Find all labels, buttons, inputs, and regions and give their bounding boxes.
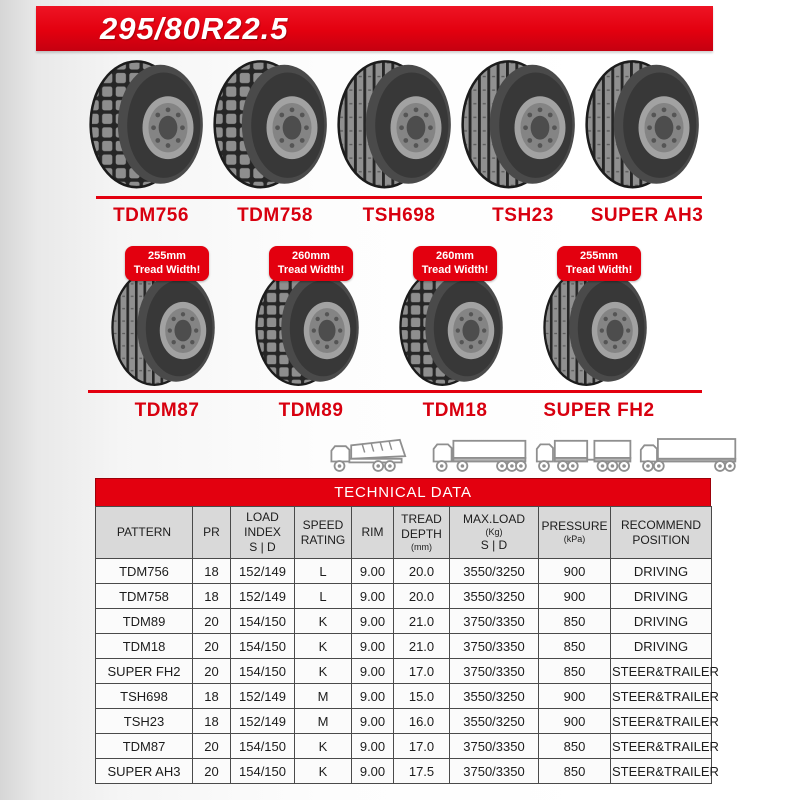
table-cell: L [295, 559, 352, 584]
tire-photo-tdm756 [87, 58, 215, 194]
table-cell: 152/149 [231, 684, 295, 709]
tire-photo-tsh23 [459, 58, 587, 194]
table-cell: 850 [539, 734, 611, 759]
table-cell: 9.00 [352, 684, 394, 709]
table-cell: 18 [193, 684, 231, 709]
table-cell: SUPER AH3 [96, 759, 193, 784]
table-cell: 20.0 [394, 559, 450, 584]
tire-model-label: TDM89 [278, 399, 344, 421]
badge-width-caption: Tread Width! [277, 264, 345, 277]
table-cell: STEER&TRAILER [611, 684, 712, 709]
badge-width-caption: Tread Width! [133, 264, 201, 277]
table-cell: TDM756 [96, 559, 193, 584]
table-cell: 20 [193, 759, 231, 784]
table-row-tdm87 [96, 734, 712, 759]
table-cell: 21.0 [394, 634, 450, 659]
table-cell: STEER&TRAILER [611, 734, 712, 759]
tire-card-tsh23 [464, 58, 582, 227]
red-divider-top [96, 196, 702, 199]
badge-width-value: 260mm [292, 250, 330, 262]
tread-width-badge [557, 246, 642, 281]
table-body [96, 559, 719, 784]
table-cell: 154/150 [231, 734, 295, 759]
column-header-2: LOAD INDEX S | D [231, 507, 295, 559]
table-cell: 20 [193, 734, 231, 759]
technical-data-title: TECHNICAL DATA [95, 478, 711, 506]
tire-model-label: TSH23 [492, 205, 554, 226]
red-divider-bottom [88, 390, 702, 393]
table-cell: 18 [193, 559, 231, 584]
table-cell: 9.00 [352, 559, 394, 584]
tire-model-label: SUPER FH2 [543, 399, 655, 421]
truck-icons-row [326, 429, 738, 475]
tire-model-label: SUPER AH3 [590, 205, 704, 226]
semi-trailer-truck-icon [639, 430, 738, 475]
table-cell: M [295, 684, 352, 709]
table-cell: 3550/3250 [450, 584, 539, 609]
badge-width-caption: Tread Width! [421, 264, 489, 277]
table-cell: 17.5 [394, 759, 450, 784]
table-header-row [96, 507, 712, 559]
table-row-tdm758 [96, 584, 712, 609]
table-cell: STEER&TRAILER [611, 659, 712, 684]
table-cell: 9.00 [352, 609, 394, 634]
table-cell: 154/150 [231, 634, 295, 659]
table-cell: TSH23 [96, 709, 193, 734]
table-cell: 20 [193, 659, 231, 684]
table-cell: 9.00 [352, 584, 394, 609]
table-cell: 9.00 [352, 659, 394, 684]
table-cell: K [295, 659, 352, 684]
table-cell: DRIVING [611, 559, 712, 584]
tire-card-tdm758 [216, 58, 334, 227]
tire-photo-super-ah3 [583, 58, 711, 194]
dump-truck-icon [326, 430, 425, 475]
table-cell: 3750/3350 [450, 759, 539, 784]
tire-card-super-fh2 [532, 246, 666, 422]
table-cell: DRIVING [611, 609, 712, 634]
table-cell: DRIVING [611, 634, 712, 659]
table-cell: 3750/3350 [450, 659, 539, 684]
column-header-7: PRESSURE (kPa) [539, 507, 611, 559]
tire-photo-tdm87 [109, 267, 226, 391]
tire-row-1 [92, 58, 706, 227]
table-cell: M [295, 709, 352, 734]
tire-card-tdm756 [92, 58, 210, 227]
tire-card-tdm89 [244, 246, 378, 422]
table-cell: 850 [539, 659, 611, 684]
column-header-8: RECOMMEND POSITION [611, 507, 712, 559]
tire-model-label: TDM87 [134, 399, 200, 421]
table-cell: 21.0 [394, 609, 450, 634]
table-row-tdm756 [96, 559, 712, 584]
table-cell: DRIVING [611, 584, 712, 609]
tire-model-label: TDM756 [113, 205, 189, 226]
tread-width-badge [413, 246, 498, 281]
tire-card-super-ah3 [588, 58, 706, 227]
tire-card-tsh698 [340, 58, 458, 227]
table-cell: 3750/3350 [450, 634, 539, 659]
tire-photo-tsh698 [335, 58, 463, 194]
table-cell: TDM89 [96, 609, 193, 634]
table-cell: 850 [539, 759, 611, 784]
table-cell: 15.0 [394, 684, 450, 709]
table-row-tsh23 [96, 709, 712, 734]
table-cell: STEER&TRAILER [611, 759, 712, 784]
column-header-0: PATTERN [96, 507, 193, 559]
table-row-tdm89 [96, 609, 712, 634]
table-cell: 9.00 [352, 634, 394, 659]
technical-data-section [95, 478, 719, 784]
badge-width-caption: Tread Width! [565, 264, 633, 277]
table-row-tsh698 [96, 684, 712, 709]
tire-card-tdm87 [100, 246, 234, 422]
table-cell: STEER&TRAILER [611, 709, 712, 734]
table-cell: 3750/3350 [450, 609, 539, 634]
table-cell: 154/150 [231, 609, 295, 634]
table-cell: 152/149 [231, 559, 295, 584]
tire-card-tdm18 [388, 246, 522, 422]
table-cell: 900 [539, 709, 611, 734]
size-banner [36, 6, 713, 51]
table-cell: 20 [193, 634, 231, 659]
tire-model-label: TSH698 [362, 205, 436, 226]
table-cell: 850 [539, 634, 611, 659]
table-cell: TSH698 [96, 684, 193, 709]
table-cell: TDM758 [96, 584, 193, 609]
table-cell: 20.0 [394, 584, 450, 609]
page-title: 295/80R22.5 [100, 10, 289, 46]
cargo-truck-icon [430, 430, 529, 475]
table-cell: K [295, 634, 352, 659]
column-header-3: SPEED RATING [295, 507, 352, 559]
table-cell: 18 [193, 584, 231, 609]
table-cell: 3750/3350 [450, 734, 539, 759]
badge-width-value: 260mm [436, 250, 474, 262]
table-cell: 3550/3250 [450, 559, 539, 584]
technical-data-table [95, 506, 719, 784]
table-cell: K [295, 734, 352, 759]
table-cell: 9.00 [352, 734, 394, 759]
table-cell: 152/149 [231, 709, 295, 734]
tire-photo-tdm758 [211, 58, 339, 194]
table-cell: K [295, 759, 352, 784]
tread-width-badge [125, 246, 210, 281]
table-cell: 20 [193, 609, 231, 634]
table-cell: 16.0 [394, 709, 450, 734]
table-cell: 850 [539, 609, 611, 634]
table-cell: 17.0 [394, 734, 450, 759]
table-cell: SUPER FH2 [96, 659, 193, 684]
tire-row-2 [100, 246, 666, 422]
table-cell: 17.0 [394, 659, 450, 684]
table-cell: 3550/3250 [450, 709, 539, 734]
tire-model-label: TDM758 [237, 205, 313, 226]
table-row-super-fh2 [96, 659, 712, 684]
badge-width-value: 255mm [580, 250, 618, 262]
table-cell: 9.00 [352, 709, 394, 734]
table-cell: 154/150 [231, 659, 295, 684]
table-cell: 154/150 [231, 759, 295, 784]
table-row-super-ah3 [96, 759, 712, 784]
table-cell: L [295, 584, 352, 609]
table-cell: 152/149 [231, 584, 295, 609]
table-cell: TDM18 [96, 634, 193, 659]
tire-photo-tdm18 [397, 267, 514, 391]
badge-width-value: 255mm [148, 250, 186, 262]
table-cell: TDM87 [96, 734, 193, 759]
tire-photo-tdm89 [253, 267, 370, 391]
tread-width-badge [269, 246, 354, 281]
table-cell: 900 [539, 559, 611, 584]
table-cell: 900 [539, 584, 611, 609]
table-row-tdm18 [96, 634, 712, 659]
table-cell: 900 [539, 684, 611, 709]
column-header-5: TREAD DEPTH (mm) [394, 507, 450, 559]
table-cell: K [295, 609, 352, 634]
table-cell: 9.00 [352, 759, 394, 784]
table-cell: 3550/3250 [450, 684, 539, 709]
column-header-4: RIM [352, 507, 394, 559]
tire-model-label: TDM18 [422, 399, 488, 421]
tire-photo-super-fh2 [541, 267, 658, 391]
column-header-6: MAX.LOAD (Kg) S | D [450, 507, 539, 559]
column-header-1: PR [193, 507, 231, 559]
truck-with-trailer-icon [535, 430, 634, 475]
table-cell: 18 [193, 709, 231, 734]
